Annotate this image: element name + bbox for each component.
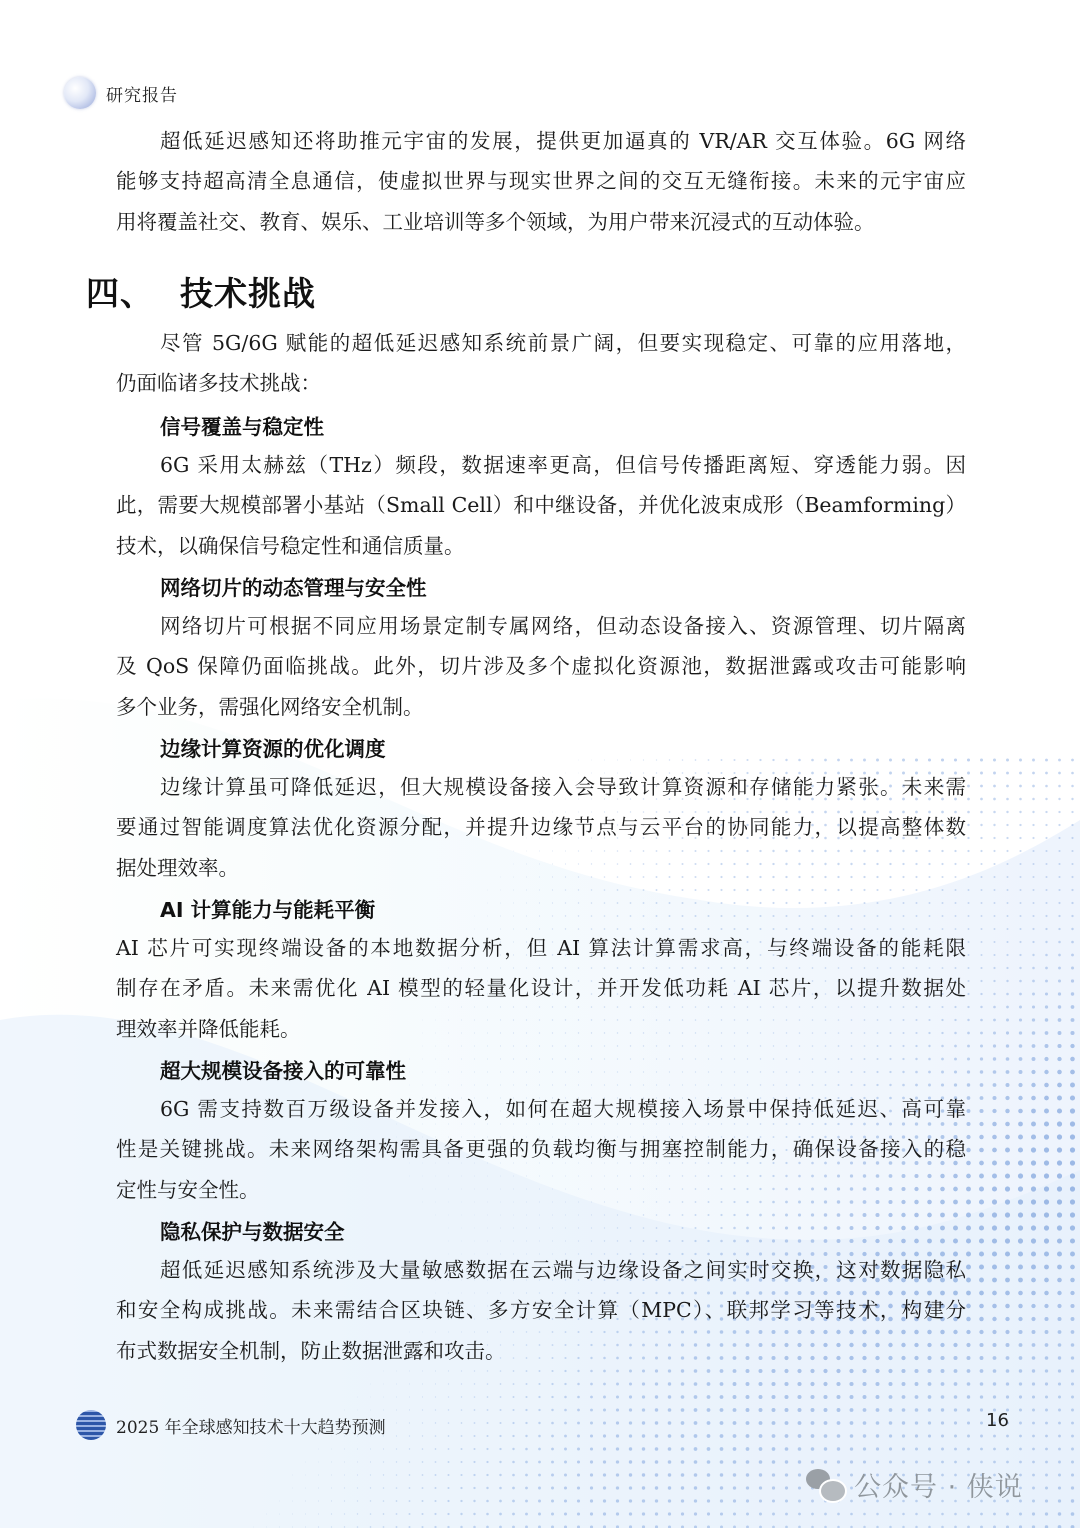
paragraph-line: 技术，以确保信号稳定性和通信质量。 [116,533,465,558]
watermark-text: 公众号 · 侠说 [854,1471,1023,1503]
subsection-heading: 超大规模设备接入的可靠性 [160,1059,406,1083]
challenge-paragraph [116,606,966,727]
paragraph-line: 制存在矛盾。未来需优化 AI 模型的轻量化设计，并开发低功耗 AI 芯片，以提升数据处 [116,976,966,1001]
paragraph-line: 据处理效率。 [116,855,239,880]
subsection-heading: 边缘计算资源的优化调度 [160,737,386,761]
paragraph-line: 和安全构成挑战。未来需结合区块链、多方安全计算（MPC）、联邦学习等技术，构建分 [116,1298,966,1323]
paragraph-line: 能够支持超高清全息通信，使虚拟世界与现实世界之间的交互无缝衔接。未来的元宇宙应 [116,169,966,194]
subsection-heading: 信号覆盖与稳定性 [160,415,324,439]
challenge-paragraph [116,1250,966,1371]
paragraph-line: 6G 采用太赫兹（THz）频段，数据速率更高，但信号传播距离短、穿透能力弱。因 [160,453,966,477]
subsection-heading: 隐私保护与数据安全 [160,1220,345,1244]
sphere-logo-icon [64,77,96,109]
striped-globe-logo-icon [76,1410,106,1440]
wechat-watermark [806,1464,1023,1504]
paragraph-line: 定性与安全性。 [116,1177,260,1202]
paragraph-line: 要通过智能调度算法优化资源分配，并提升边缘节点与云平台的协同能力，以提高整体数 [116,815,966,840]
challenge-paragraph [116,445,966,566]
paragraph-line: 超低延迟感知还将助推元宇宙的发展，提供更加逼真的 VR/AR 交互体验。6G 网络 [160,129,966,153]
paragraph-line: 布式数据安全机制，防止数据泄露和攻击。 [116,1338,506,1363]
footer-title: 2025 年全球感知技术十大趋势预测 [116,1417,386,1438]
paragraph-line: AI 芯片可实现终端设备的本地数据分析，但 AI 算法计算需求高，与终端设备的能耗限 [116,936,966,960]
section-title: 技术挑战 [180,274,316,313]
paragraph-line: 仍面临诸多技术挑战： [116,371,321,396]
paragraph-line: 超低延迟感知系统涉及大量敏感数据在云端与边缘设备之间实时交换，这对数据隐私 [160,1258,966,1282]
paragraph-line: 及 QoS 保障仍面临挑战。此外，切片涉及多个虚拟化资源池，数据泄露或攻击可能影响 [116,654,966,679]
paragraph-line: 网络切片可根据不同应用场景定制专属网络，但动态设备接入、资源管理、切片隔离 [160,614,966,638]
wechat-icon [806,1467,846,1501]
paragraph-line: 尽管 5G/6G 赋能的超低延迟感知系统前景广阔，但要实现稳定、可靠的应用落地， [160,331,966,355]
page-header [64,76,178,110]
paragraph-line: 多个业务，需强化网络安全机制。 [116,694,424,719]
paragraph-line: 理效率并降低能耗。 [116,1016,301,1041]
paragraph-line: 此，需要大规模部署小基站（Small Cell）和中继设备，并优化波束成形（Beamforming） [116,493,966,518]
paragraph-line: 用将覆盖社交、教育、娱乐、工业培训等多个领域，为用户带来沉浸式的互动体验。 [116,209,875,234]
paragraph-line: 边缘计算虽可降低延迟，但大规模设备接入会导致计算资源和存储能力紧张。未来需 [160,775,966,799]
section-number: 四、 [86,274,154,313]
page-number: 16 [986,1410,1009,1431]
header-label: 研究报告 [106,85,178,106]
subsection-heading: AI 计算能力与能耗平衡 [160,898,376,922]
intro-paragraph [116,121,966,242]
paragraph-line: 性是关键挑战。未来网络架构需具备更强的负载均衡与拥塞控制能力，确保设备接入的稳 [116,1137,966,1162]
challenge-paragraph [116,928,966,1049]
challenge-paragraph [116,1089,966,1210]
section-heading [86,268,316,315]
challenge-paragraph [116,767,966,888]
section-intro-paragraph [116,323,966,404]
subsection-heading: 网络切片的动态管理与安全性 [160,576,427,600]
page-footer [76,1408,386,1442]
paragraph-line: 6G 需支持数百万级设备并发接入，如何在超大规模接入场景中保持低延迟、高可靠 [160,1097,966,1121]
